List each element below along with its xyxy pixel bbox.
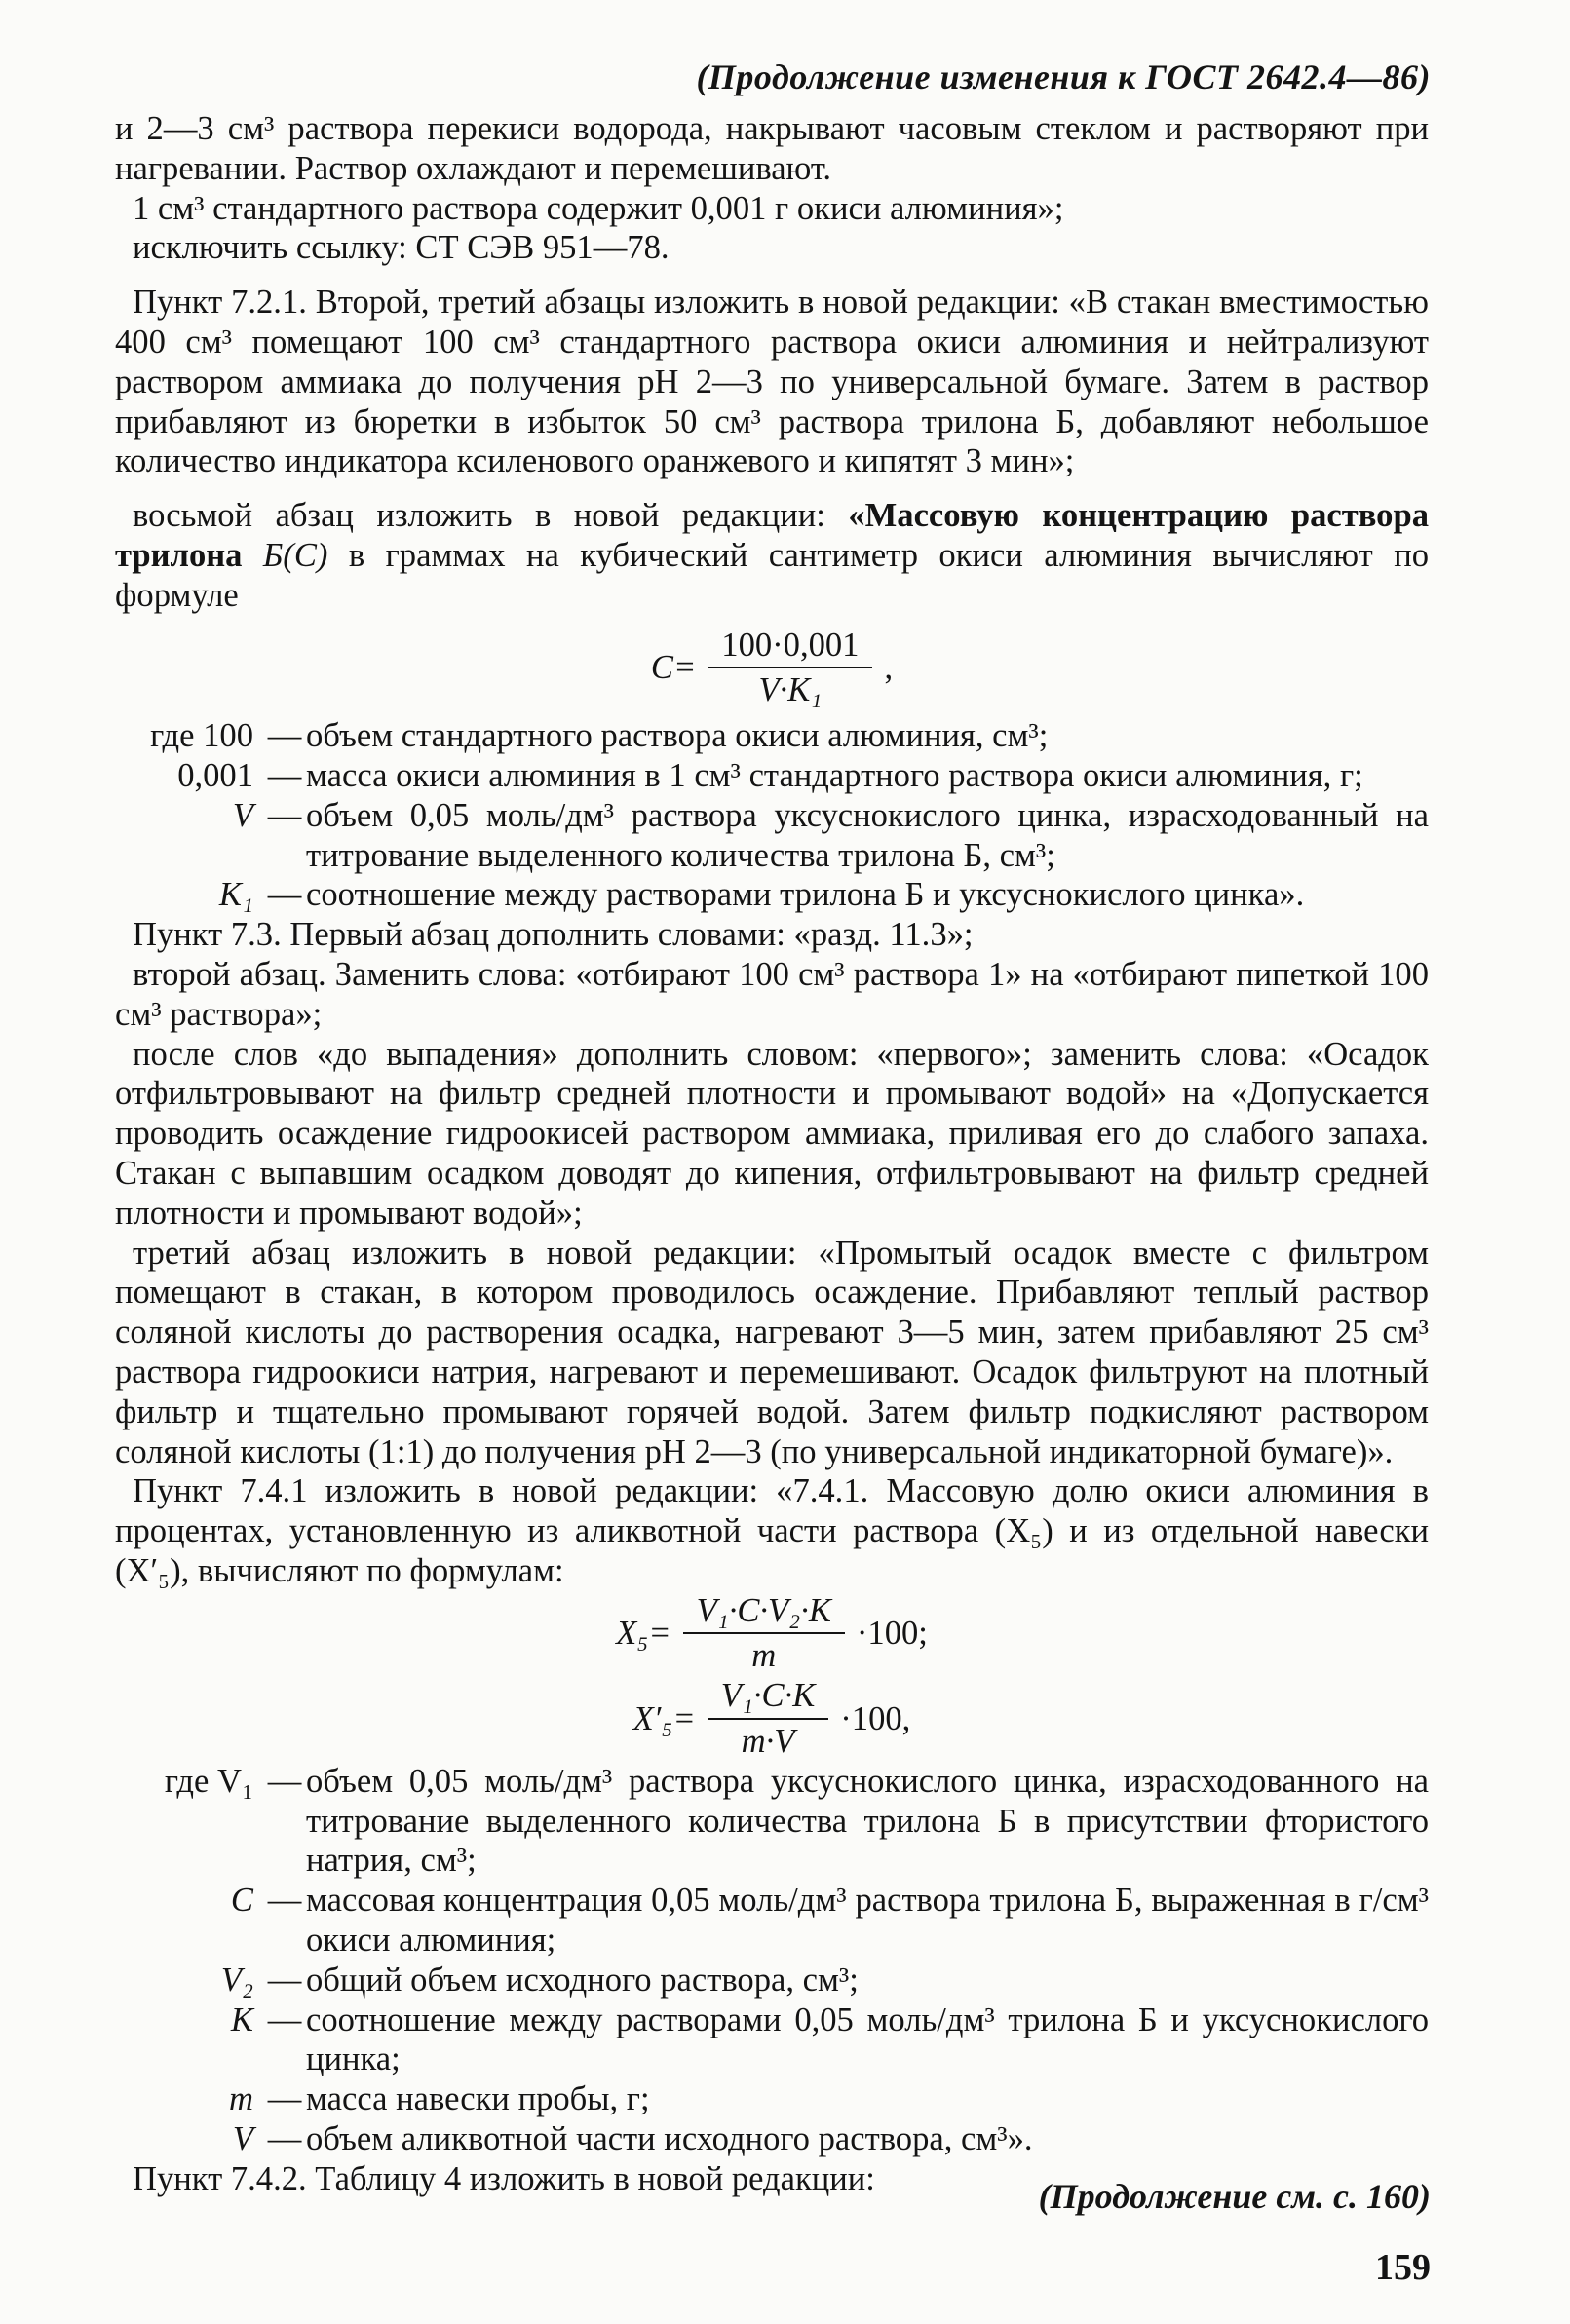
definition-item: V — объем 0,05 моль/дм³ раствора уксуснокислого цинка, израсходованный на титрование выделенного количества трилона Б, см³;: [115, 796, 1429, 876]
paragraph: третий абзац изложить в новой редакции: «Промытый осадок вместе с фильтром помещают в стакан, в котором проводилось осаждение. Прибавляют теплый раствор соляной кислоты до растворения осадка, нагревают 3—5 мин, затем прибавляют 25 см³ раствора гидроокиси натрия, нагревают и перемешивают. Осадок фильтруют на плотный фильтр и тщательно промывают горячей водой. Затем фильтр подкисляют раствором соляной кислоты (1:1) до получения pH 2—3 (по универсальной индикаторной бумаге)».: [115, 1234, 1429, 1470]
formula-x5: [115, 1591, 1429, 1677]
paragraph: 1 см³ стандартного раствора содержит 0,001 г окиси алюминия»;: [133, 189, 1064, 227]
formula-tail: ·100,: [840, 1699, 911, 1737]
formula-numerator: V₁·C·K: [708, 1676, 829, 1720]
paragraph: второй абзац. Заменить слова: «отбирают 100 см³ раствора 1» на «отбирают пипеткой 100 см³ раствора»;: [115, 955, 1429, 1033]
definition-text: объем стандартного раствора окиси алюминия, см³;: [306, 717, 1049, 755]
definition-item: V₂ — общий объем исходного раствора, см³;: [115, 1961, 1429, 2000]
definition-text: общий объем исходного раствора, см³;: [306, 1961, 859, 1999]
formula-x5-prime: [115, 1676, 1429, 1762]
formula-denominator: m·V: [741, 1723, 795, 1761]
definition-symbol: C: [230, 1882, 253, 1920]
paragraph: Пункт 7.2.1. Второй, третий абзацы изложить в новой редакции: «В стакан вместимостью 400 см³ помещают 100 см³ стандартного раствора окиси алюминия и нейтрализуют раствором аммиака до получения pH 2—3 по универсальной бумаге. Затем в раствор прибавляют из бюретки в избыток 50 см³ раствора трилона Б, добавляют небольшое количество индикатора ксиленового оранжевого и кипятят 3 мин»;: [115, 284, 1429, 480]
definition-text: объем аликвотной части исходного раствора, см³».: [306, 2120, 1033, 2158]
document-body: [115, 109, 1429, 2199]
definition-symbol: V₂: [220, 1961, 253, 1999]
formula-denominator: V·K₁: [758, 671, 823, 709]
definition-item: где V₁ — объем 0,05 моль/дм³ раствора уксуснокислого цинка, израсходованного на титрование выделенного количества трилона Б в присутствии фтористого натрия, см³;: [115, 1762, 1429, 1881]
formula-concentration: [115, 626, 1429, 711]
definition-item: C — массовая концентрация 0,05 моль/дм³ раствора трилона Б, выраженная в г/см³ окиси алюминия;: [115, 1881, 1429, 1961]
paragraph: и 2—3 см³ раствора перекиси водорода, накрывают часовым стеклом и растворяют при нагревании. Раствор охлаждают и перемешивают.: [115, 110, 1429, 187]
definition-item: 0,001 — масса окиси алюминия в 1 см³ стандартного раствора окиси алюминия, г;: [115, 756, 1429, 796]
formula-numerator: 100·0,001: [708, 626, 872, 669]
definition-symbol: V: [232, 2120, 253, 2158]
definition-text: масса окиси алюминия в 1 см³ стандартного раствора окиси алюминия, г;: [306, 756, 1363, 794]
formula-fraction: [708, 626, 872, 711]
paragraph: Пункт 7.4.2. Таблицу 4 изложить в новой редакции:: [133, 2159, 875, 2197]
definitions-list-1: [115, 716, 1429, 915]
formula-fraction: [708, 1676, 829, 1762]
formula-tail: ,: [884, 648, 894, 686]
definition-text: масса навески пробы, г;: [306, 2080, 650, 2118]
definition-text: массовая концентрация 0,05 моль/дм³ раствора трилона Б, выраженная в г/см³ окиси алюминия;: [306, 1882, 1429, 1960]
paragraph: после слов «до выпадения» дополнить словом: «первого»; заменить слова: «Осадок отфильтровывают на фильтр средней плотности и промывают водой» на «Допускается проводить осаждение гидроокисей раствором аммиака, приливая его до слабого запаха. Стакан с выпавшим осадком доводят до кипения, отфильтровывают на фильтр средней плотности и промывают водой»;: [115, 1035, 1429, 1232]
continuation-note: (Продолжение см. с. 160): [1038, 2177, 1431, 2216]
definition-item: K — соотношение между растворами 0,05 моль/дм³ трилона Б и уксуснокислого цинка;: [115, 2000, 1429, 2080]
formula-lhs: X′₅=: [632, 1699, 696, 1737]
page-number: 159: [1375, 2247, 1431, 2288]
paragraph: исключить ссылку: СТ СЭВ 951—78.: [133, 229, 670, 267]
paragraph-part: восьмой абзац изложить в новой редакции:: [133, 497, 849, 535]
paragraph-part: в граммах на кубический сантиметр окиси алюминия вычисляют по формуле: [115, 536, 1429, 614]
formula-numerator: V₁·C·V₂·K: [683, 1591, 845, 1635]
paragraph: Пункт 7.3. Первый абзац дополнить словами: «разд. 11.3»;: [133, 916, 974, 954]
page-header: (Продолжение изменения к ГОСТ 2642.4—86): [696, 57, 1431, 96]
definition-symbol: 0,001: [177, 756, 253, 794]
definition-symbol: V: [232, 796, 253, 834]
definition-text: соотношение между растворами трилона Б и уксуснокислого цинка».: [306, 876, 1305, 914]
paragraph-part-bold: «Массовую концентрацию раствора трилона: [115, 497, 1429, 574]
definition-item: m — масса навески пробы, г;: [115, 2079, 1429, 2119]
definition-item: V — объем аликвотной части исходного раствора, см³».: [115, 2119, 1429, 2159]
definition-text: соотношение между растворами 0,05 моль/дм³ трилона Б и уксуснокислого цинка;: [306, 2000, 1429, 2078]
formula-fraction: [683, 1591, 845, 1677]
definition-symbol: K: [230, 2000, 253, 2038]
definition-item: K₁ — соотношение между растворами трилона Б и уксуснокислого цинка».: [115, 875, 1429, 915]
paragraph-part-italic: Б(С): [262, 536, 328, 574]
paragraph: [115, 496, 1429, 615]
formula-lhs: X₅=: [616, 1615, 671, 1653]
formula-lhs: C=: [650, 648, 697, 686]
definition-text: объем 0,05 моль/дм³ раствора уксуснокислого цинка, израсходованный на титрование выделенного количества трилона Б, см³;: [306, 796, 1429, 874]
definitions-list-2: [115, 1762, 1429, 2159]
definition-item: где 100 — объем стандартного раствора окиси алюминия, см³;: [115, 716, 1429, 756]
formula-tail: ·100;: [856, 1615, 928, 1653]
definition-text: объем 0,05 моль/дм³ раствора уксуснокислого цинка, израсходованного на титрование выделенного количества трилона Б в присутствии фтористого натрия, см³;: [306, 1762, 1429, 1880]
definition-symbol: где 100: [150, 717, 253, 755]
definition-symbol: K₁: [218, 876, 253, 914]
paragraph: Пункт 7.4.1 изложить в новой редакции: «7.4.1. Массовую долю окиси алюминия в процентах, установленную из аликвотной части раствора (X₅) и из отдельной навески (X′₅), вычисляют по формулам:: [115, 1472, 1429, 1589]
definition-symbol: m: [229, 2080, 253, 2118]
definition-symbol: где V₁: [164, 1762, 253, 1800]
formula-denominator: m: [751, 1637, 777, 1675]
